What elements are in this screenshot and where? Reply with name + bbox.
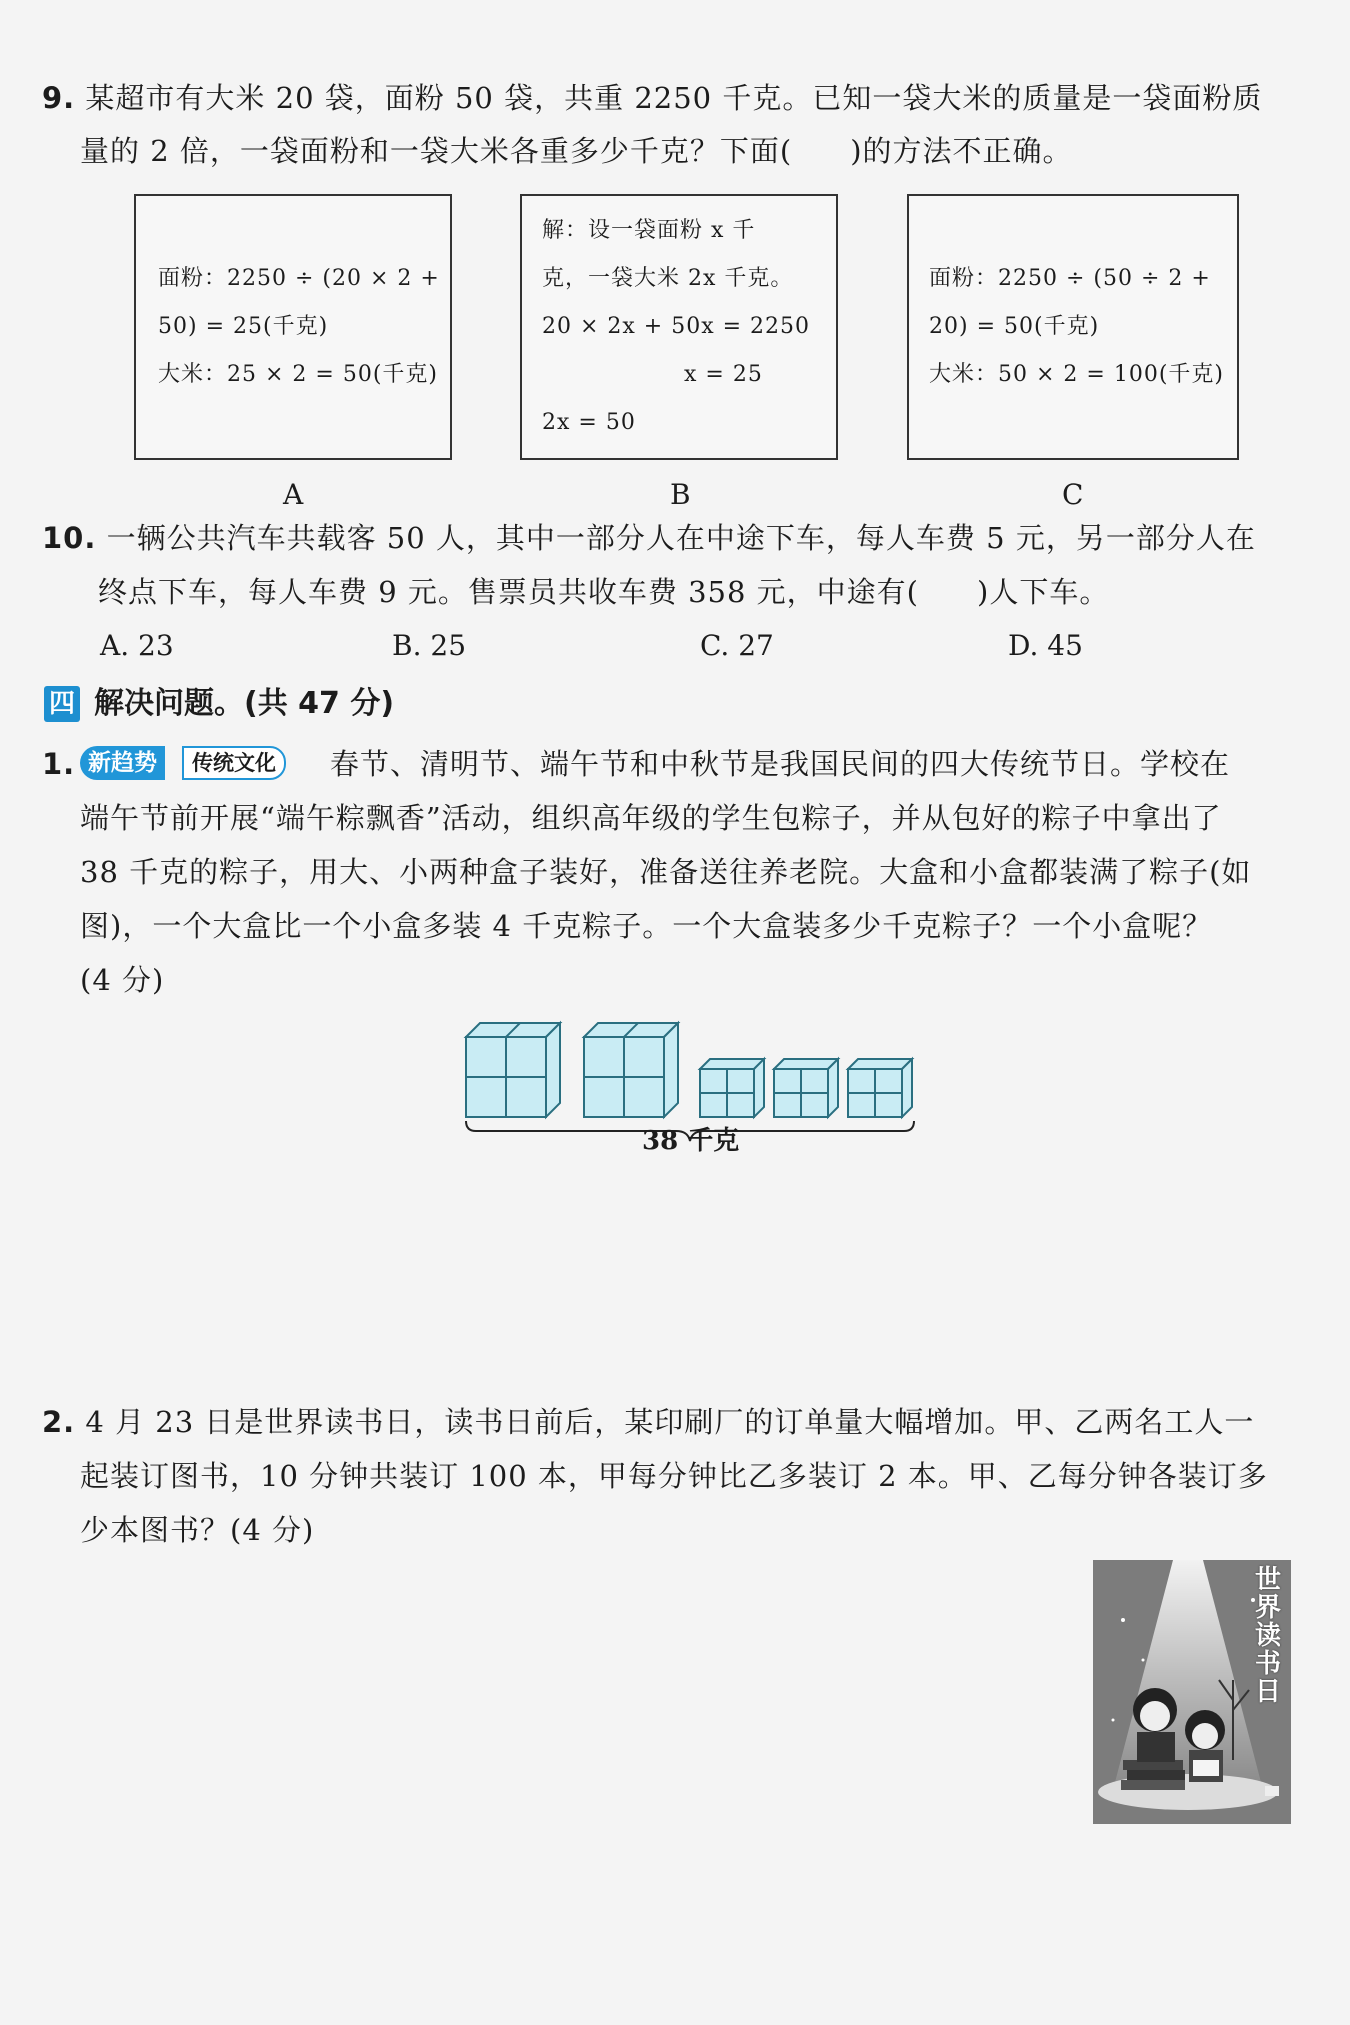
p1-text-3: 38 千克的粽子，用大、小两种盒子装好，准备送往养老院。大盒和小盒都装满了粽子(如 xyxy=(80,855,1252,889)
gift-box-icon xyxy=(466,1023,560,1117)
q9-line1 xyxy=(42,78,1262,118)
q10-option-d[interactable]: D. 45 xyxy=(1008,629,1083,662)
p1-text-2: 端午节前开展“端午粽飘香”活动，组织高年级的学生包粽子，并从包好的粽子中拿出了 xyxy=(80,801,1222,835)
q10-text-2a: 终点下车，每人车费 9 元。售票员共收车费 358 元，中途有( xyxy=(98,575,919,609)
box-a-line: 面粉：2250 ÷ (20 × 2 + xyxy=(158,266,440,291)
q9-text-2a: 量的 2 倍，一袋面粉和一袋大米各重多少千克？下面( xyxy=(80,134,793,168)
gift-box-icon xyxy=(774,1059,838,1117)
section-number-badge: 四 xyxy=(44,686,80,722)
p1-text-5: (4 分) xyxy=(80,963,165,997)
culture-tag: 传统文化 xyxy=(182,746,286,780)
gift-box-icon xyxy=(848,1059,912,1117)
total-weight-label: 38 千克 xyxy=(642,1126,740,1156)
p2-text-1: 4 月 23 日是世界读书日，读书日前后，某印刷厂的订单量大幅增加。甲、乙两名工人一 xyxy=(85,1405,1255,1439)
q10-option-c[interactable]: C. 27 xyxy=(700,629,774,662)
box-b-line: 2x = 50 xyxy=(542,410,636,435)
trend-tag: 新趋势 xyxy=(80,746,165,780)
p2-text-3: 少本图书？(4 分) xyxy=(80,1513,315,1547)
box-b-line: 20 × 2x + 50x = 2250 xyxy=(542,314,811,339)
box-a-line: 大米：25 × 2 = 50(千克) xyxy=(158,362,438,387)
q10-text-2b: )人下车。 xyxy=(977,575,1110,609)
option-a-label: A xyxy=(283,478,304,511)
q10-option-a[interactable]: A. 23 xyxy=(100,629,174,662)
q9-option-b-box[interactable] xyxy=(520,194,838,460)
p2-text-2: 起装订图书，10 分钟共装订 100 本，甲每分钟比乙多装订 2 本。甲、乙每分钟各装订多 xyxy=(80,1459,1268,1493)
box-b-line: 解：设一袋面粉 x 千 xyxy=(542,218,756,243)
p1-number: 1. xyxy=(42,747,76,781)
p1-text-1: 春节、清明节、端午节和中秋节是我国民间的四大传统节日。学校在 xyxy=(330,747,1231,781)
p1-number-line xyxy=(42,744,75,784)
box-b-line: x = 25 xyxy=(684,362,763,387)
option-c-label: C xyxy=(1062,478,1084,511)
q9-option-a-box[interactable] xyxy=(134,194,452,460)
q10-option-b[interactable]: B. 25 xyxy=(392,629,467,662)
box-c-line: 大米：50 × 2 = 100(千克) xyxy=(929,362,1224,387)
q9-line2 xyxy=(80,131,1073,171)
q9-text-1: 某超市有大米 20 袋，面粉 50 袋，共重 2250 千克。已知一袋大米的质量是一袋面粉质 xyxy=(85,81,1263,115)
box-b-line: 克，一袋大米 2x 千克。 xyxy=(542,266,794,291)
section-title: 解决问题。(共 47 分) xyxy=(94,686,395,721)
p1-text-4: 图)，一个大盒比一个小盒多装 4 千克粽子。一个大盒装多少千克粽子？一个小盒呢？ xyxy=(80,909,1213,943)
q10-line2 xyxy=(98,572,1109,612)
q10-line1 xyxy=(42,518,1256,558)
gift-box-icon xyxy=(584,1023,678,1117)
world-book-day-poster xyxy=(1093,1560,1291,1824)
q10-text-1: 一辆公共汽车共载客 50 人，其中一部分人在中途下车，每人车费 5 元，另一部分人在 xyxy=(106,521,1256,555)
box-c-line: 20) = 50(千克) xyxy=(929,314,1100,339)
box-c-line: 面粉：2250 ÷ (50 ÷ 2 + xyxy=(929,266,1211,291)
q9-text-2b: )的方法不正确。 xyxy=(850,134,1073,168)
q10-number: 10. xyxy=(42,521,97,555)
box-a-line: 50) = 25(千克) xyxy=(158,314,329,339)
p2-number: 2. xyxy=(42,1405,76,1439)
q9-number: 9. xyxy=(42,81,76,115)
poster-title: 世界读书日 xyxy=(1254,1565,1281,1707)
q9-option-c-box[interactable] xyxy=(907,194,1239,460)
gift-box-icon xyxy=(700,1059,764,1117)
p2-line1 xyxy=(42,1402,1254,1442)
option-b-label: B xyxy=(670,478,691,511)
